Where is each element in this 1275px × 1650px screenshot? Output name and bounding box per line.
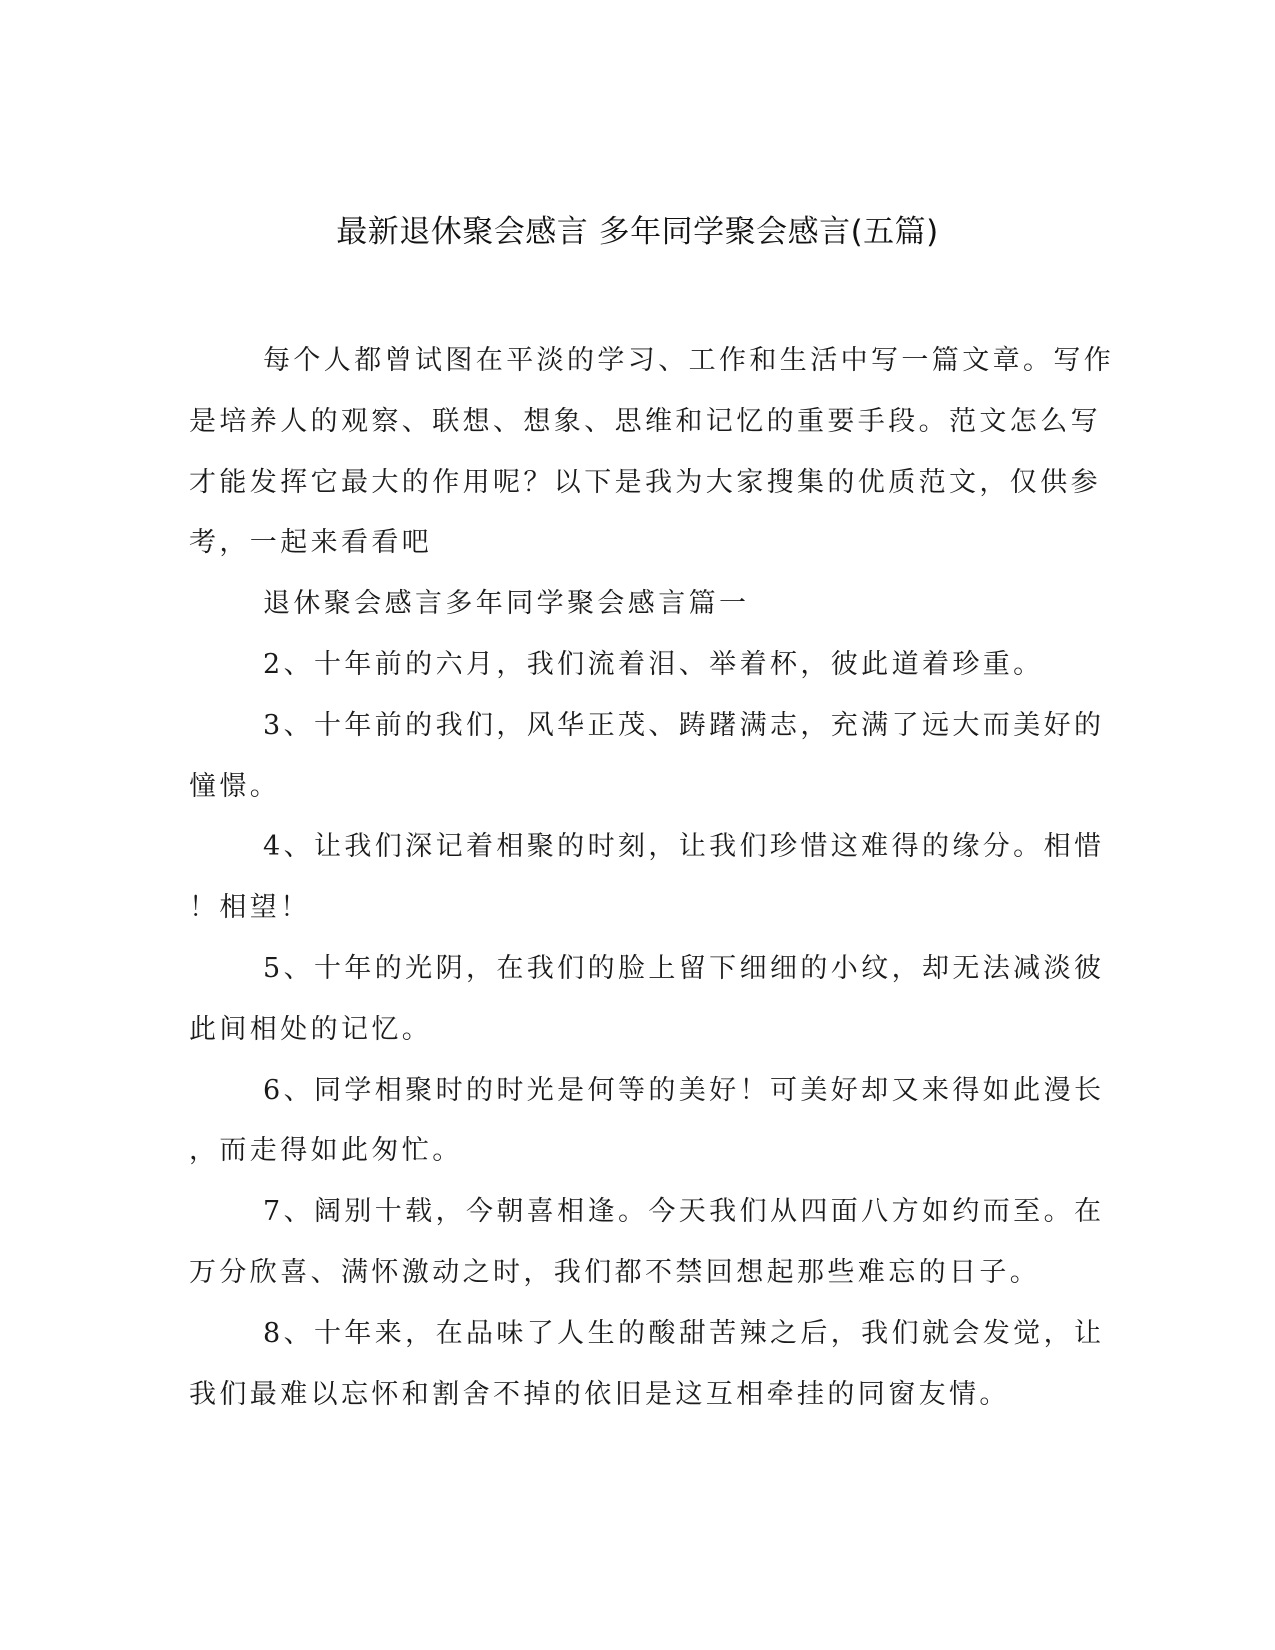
body-line: 我们最难以忘怀和割舍不掉的依旧是这互相牵挂的同窗友情。 [189, 1378, 1010, 1410]
body-line: 7、阔别十载，今朝喜相逢。今天我们从四面八方如约而至。在 [263, 1196, 1105, 1228]
body-line: 考，一起来看看吧 [189, 527, 433, 559]
body-line: 6、同学相聚时的时光是何等的美好！可美好却又来得如此漫长 [263, 1074, 1105, 1106]
body-line: ！相望！ [189, 892, 311, 924]
body-line: 8、十年来，在品味了人生的酸甜苦辣之后，我们就会发觉，让 [263, 1317, 1105, 1349]
document-body [189, 331, 1115, 1425]
body-line: 此间相处的记忆。 [189, 1013, 433, 1045]
body-line: 是培养人的观察、联想、想象、思维和记忆的重要手段。范文怎么写 [189, 405, 1101, 437]
body-line: 憧憬。 [189, 770, 281, 802]
body-line: 才能发挥它最大的作用呢？以下是我为大家搜集的优质范文，仅供参 [189, 466, 1101, 498]
document-title: 最新退休聚会感言 多年同学聚会感言(五篇) [336, 214, 939, 250]
body-line: 5、十年的光阴，在我们的脸上留下细细的小纹，却无法减淡彼 [263, 952, 1105, 984]
body-line: 2、十年前的六月，我们流着泪、举着杯，彼此道着珍重。 [263, 648, 1044, 680]
section-heading: 退休聚会感言多年同学聚会感言篇一 [263, 588, 750, 620]
body-line: 3、十年前的我们，风华正茂、踌躇满志，充满了远大而美好的 [263, 709, 1105, 741]
body-line: 每个人都曾试图在平淡的学习、工作和生活中写一篇文章。写作 [263, 345, 1115, 376]
body-line: 万分欣喜、满怀激动之时，我们都不禁回想起那些难忘的日子。 [189, 1256, 1041, 1288]
body-line: ，而走得如此匆忙。 [189, 1135, 463, 1167]
body-line: 4、让我们深记着相聚的时刻，让我们珍惜这难得的缘分。相惜 [263, 831, 1105, 863]
